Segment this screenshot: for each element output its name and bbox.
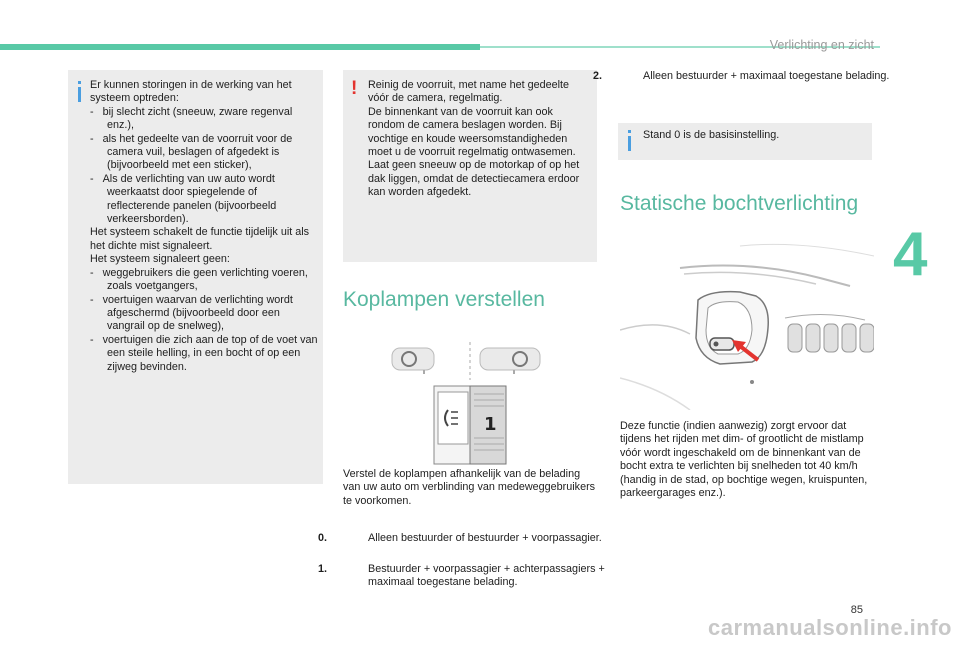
list-item: 2. Alleen bestuurder + maximaal toegestane belading.: [593, 70, 890, 82]
warning-paragraph: De binnenkant van de voorruit kan ook rondom de camera beslagen worden. Bij vochtige en koude weersomstandigheden moet u de voorruit regelmatig ontwasemen.: [368, 105, 576, 159]
list-item: - voertuigen die zich aan de top of de voet van een steile helling, in een bocht of op een zijweg bevinden.: [90, 333, 318, 373]
header-accent-bar: [0, 44, 480, 50]
list-item: - bij slecht zicht (sneeuw, zware regenval enz.),: [90, 105, 293, 132]
watermark: carmanualsonline.info: [708, 615, 952, 640]
warning-paragraph: Reinig de voorruit, met name het gedeelte vóór de camera, regelmatig.: [368, 79, 570, 105]
list-item: - voertuigen waarvan de verlichting wordt afgeschermd (bijvoorbeeld door een vangrail op de snelweg),: [90, 293, 293, 333]
info-paragraph: Het systeem schakelt de functie tijdelijk uit als het dichte mist signaleert.: [90, 226, 310, 252]
warning-icon: !: [351, 78, 358, 99]
warning-paragraph: Laat geen sneeuw op de motorkap of op het dak liggen, omdat de detectiecamera erdoor kan worden afgedekt.: [368, 159, 580, 199]
info-box-malfunctions: [68, 70, 323, 484]
headlamp-adjustment-illustration: [388, 340, 548, 468]
steering-wheel-icon: [480, 348, 540, 374]
section-heading-headlamps: Koplampen verstellen: [343, 288, 545, 311]
vent-grille: [788, 324, 874, 352]
headlamps-body: Verstel de koplampen afhankelijk van de belading van uw auto om verblinding van medeweggebruikers te voorkomen.: [343, 468, 596, 507]
list-item: 1. Bestuurder + voorpassagier + achterpassagiers + maximaal toegestane belading.: [318, 563, 605, 589]
info-box-text: [90, 79, 318, 374]
info-paragraph: Het systeem signaleert geen:: [90, 253, 230, 266]
warning-box-text: [368, 79, 592, 200]
info-box-default-setting: [618, 123, 872, 160]
chapter-title: Verlichting en zicht: [769, 38, 874, 52]
list-item: - als het gedeelte van de voorruit voor de camera vuil, beslagen of afgedekt is (bijvoorbeeld met een sticker),: [90, 132, 293, 172]
warning-box-camera: [343, 70, 597, 262]
dial-value: 1: [484, 414, 497, 435]
cornering-light-illustration: [620, 238, 874, 410]
page-number: 85: [850, 604, 863, 616]
headlamp-dial-icon: [434, 386, 506, 464]
chapter-number: 4: [893, 220, 928, 289]
cornering-body: Deze functie (indien aanwezig) zorgt ervoor dat tijdens het rijden met dim- of grootlicht de mistlamp vóór wordt ingeschakeld om de binnenkant van de bocht extra te verlichten bij snelheden tot 40 km/h (handig in de stad, op bochtige wegen, kruispunten, parkeergarages enz.).: [620, 420, 868, 500]
info-icon: [628, 136, 631, 151]
info-intro: Er kunnen storingen in de werking van het systeem optreden:: [90, 79, 292, 105]
info-box-text: Stand 0 is de basisinstelling.: [643, 129, 780, 141]
list-item: - weggebruikers die geen verlichting voeren, zoals voetgangers,: [90, 266, 308, 293]
section-heading-cornering: Statische bochtverlichting: [620, 192, 859, 215]
info-icon: [78, 87, 81, 102]
list-item: - Als de verlichting van uw auto wordt weerkaatst door spiegelende of reflecterende panelen (bijvoorbeeld verkeersborden).: [90, 172, 277, 226]
list-item: 0. Alleen bestuurder of bestuurder + voorpassagier.: [318, 532, 602, 544]
steering-wheel-icon: [392, 348, 434, 374]
